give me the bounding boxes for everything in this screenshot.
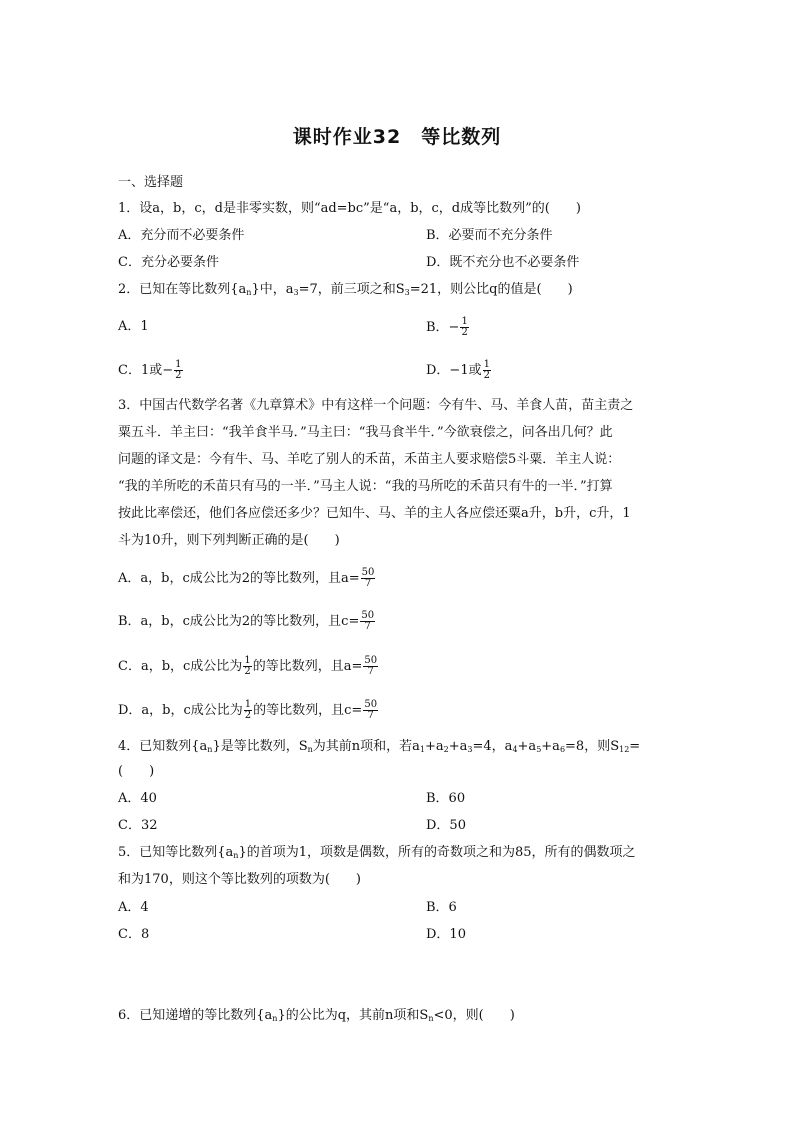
fraction: $\frac{1}{2}$ [461, 316, 468, 338]
q3-option-d[interactable]: D．a，b，c成公比为 $\frac{1}{2}$ 的等比数列，且c= $\frac{50}{7}$ [118, 699, 378, 721]
q3-option-b[interactable]: B．a，b，c成公比为2的等比数列，且c= $\frac{50}{7}$ [118, 610, 375, 632]
q2-option-d[interactable]: D．−1或 $\frac{1}{2}$ [426, 359, 490, 381]
q2-option-c[interactable]: C．1或− $\frac{1}{2}$ [118, 359, 182, 381]
q5-stem-line-2: 和为170，则这个等比数列的项数为( ) [118, 872, 361, 887]
fraction: $\frac{50}{7}$ [361, 567, 375, 589]
fraction: $\frac{1}{2}$ [483, 359, 490, 381]
q4-option-a[interactable]: A．40 [118, 791, 157, 806]
q2-option-a[interactable]: A．1 [118, 319, 149, 334]
fraction: $\frac{50}{7}$ [361, 610, 375, 632]
section-heading: 一、选择题 [118, 175, 184, 190]
q1-stem: 1．设a，b，c，d是非零实数，则“ad=bc”是“a，b，c，d成等比数列”的( ) [118, 201, 581, 216]
q5-stem: 5．已知等比数列$\{a_n\}$的首项为1，项数是偶数，所有的奇数项之和为85，所有的偶数项之 [118, 845, 636, 860]
fraction: $\frac{1}{2}$ [244, 655, 251, 677]
fraction: $\frac{50}{7}$ [364, 655, 378, 677]
q4-stem: 4．已知数列$\{a_n\}$是等比数列，$S_n$为其前n项和，若$a_1+a_2+a_3=4$，$a_4+a_5+a_6=8$，则$S_{12}=$ [118, 739, 641, 754]
q1-option-d[interactable]: D．既不充分也不必要条件 [426, 255, 580, 270]
q3-stem-line-3: 问题的译文是：今有牛、马、羊吃了别人的禾苗，禾苗主人要求赔偿5斗粟．羊主人说： [118, 452, 621, 467]
q5-option-b[interactable]: B．6 [426, 900, 457, 915]
q3-stem-line-6: 斗为10升，则下列判断正确的是( ) [118, 533, 340, 548]
q6-stem: 6．已知递增的等比数列$\{a_n\}$的公比为q，其前n项和$S_n<0$，则( ) [118, 1008, 515, 1023]
fraction: $\frac{1}{2}$ [244, 699, 252, 721]
fraction: $\frac{1}{2}$ [175, 359, 182, 381]
q3-stem-line-5: 按此比率偿还，他们各应偿还多少？已知牛、马、羊的主人各应偿还粟a升，b升，c升，1 [118, 506, 631, 521]
page-title: 课时作业32 等比数列 [292, 126, 502, 148]
q3-option-a[interactable]: A．a，b，c成公比为2的等比数列，且a= $\frac{50}{7}$ [118, 567, 375, 589]
q2-stem: 2．已知在等比数列$\{a_n\}$中，$a_3=7$，前三项之和$S_3=21$，则公比q的值是( ) [118, 282, 573, 297]
q2-option-b[interactable]: B．− $\frac{1}{2}$ [426, 316, 468, 338]
q1-option-a[interactable]: A．充分而不必要条件 [118, 228, 245, 243]
q5-option-a[interactable]: A．4 [118, 900, 149, 915]
q3-stem-line-2: 粟五斗．羊主曰：“我羊食半马．”马主曰：“我马食半牛．”今欲衰偿之，问各出几何？此 [118, 425, 613, 440]
q3-stem-line-1: 3．中国古代数学名著《九章算术》中有这样一个问题：今有牛、马、羊食人苗，苗主责之 [118, 398, 634, 413]
q5-option-c[interactable]: C．8 [118, 927, 150, 942]
q4-option-b[interactable]: B．60 [426, 791, 466, 806]
fraction: $\frac{50}{7}$ [364, 699, 378, 721]
q4-option-d[interactable]: D．50 [426, 818, 466, 833]
q1-option-c[interactable]: C．充分必要条件 [118, 255, 219, 270]
q3-stem-line-4: “我的羊所吃的禾苗只有马的一半．”马主人说：“我的马所吃的禾苗只有牛的一半．”打算 [118, 479, 613, 494]
q3-option-c[interactable]: C．a，b，c成公比为 $\frac{1}{2}$ 的等比数列，且a= $\frac{50}{7}$ [118, 655, 378, 677]
q4-stem-line-2: ( ) [118, 764, 155, 779]
q4-option-c[interactable]: C．32 [118, 818, 158, 833]
q1-option-b[interactable]: B．必要而不充分条件 [426, 228, 553, 243]
q5-option-d[interactable]: D．10 [426, 927, 466, 942]
